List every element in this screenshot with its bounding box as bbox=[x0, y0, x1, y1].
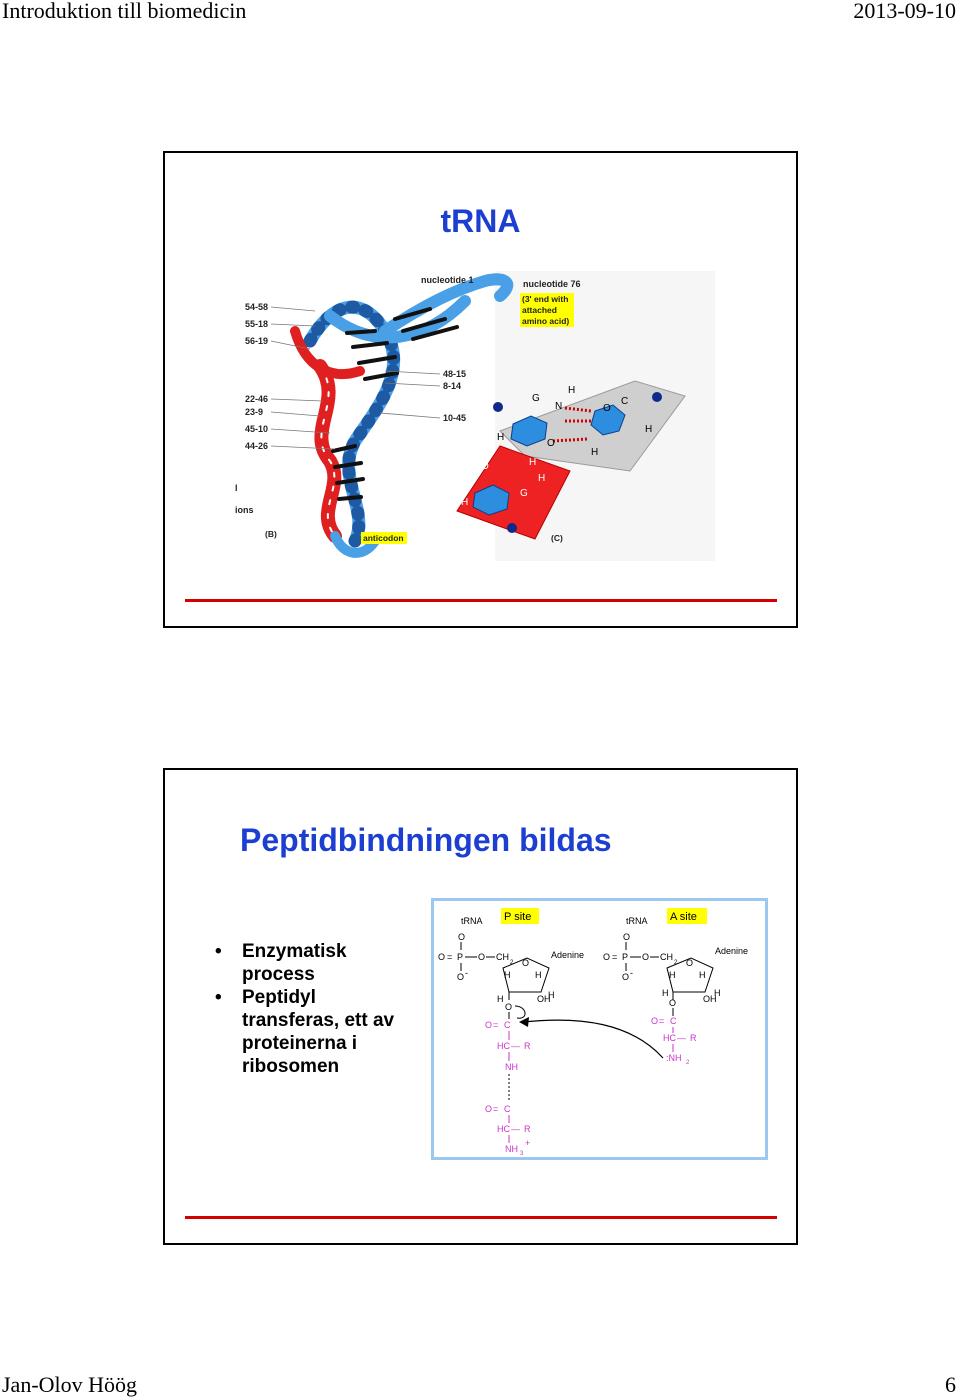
atom-nh2: :NH bbox=[666, 1053, 682, 1063]
p-site-label: P site bbox=[504, 911, 532, 923]
bond-eq: = bbox=[659, 1016, 665, 1026]
bullet-list bbox=[215, 940, 415, 1078]
atom-p: P bbox=[622, 952, 629, 962]
panel-c-label: (C) bbox=[551, 533, 563, 543]
atom-c: C bbox=[670, 1016, 677, 1026]
atom-oh: OH bbox=[537, 994, 551, 1004]
header-date: 2013-09-10 bbox=[853, 0, 956, 23]
subscript: 3 bbox=[520, 1151, 524, 1157]
atom-c: C bbox=[504, 1104, 511, 1114]
atom-h: H bbox=[669, 970, 676, 980]
attached-note: (3' end with bbox=[522, 294, 569, 304]
atom-h: H bbox=[662, 988, 669, 998]
bond-eq: = bbox=[493, 1020, 499, 1030]
p-trna-label: tRNA bbox=[461, 916, 483, 926]
pair-label: 45-10 bbox=[245, 424, 269, 434]
atom-r: R bbox=[524, 1041, 531, 1051]
pair-label: 10-45 bbox=[443, 413, 467, 423]
nucleotide-76-label: nucleotide 76 bbox=[523, 279, 581, 289]
bond-eq: = bbox=[447, 952, 453, 962]
atom-label: O bbox=[547, 438, 555, 449]
slide-title: tRNA bbox=[440, 203, 521, 239]
atom-label: H bbox=[497, 432, 505, 443]
header-course-title: Introduktion till biomedicin bbox=[2, 0, 247, 23]
bullet-dot: • bbox=[215, 941, 222, 962]
atom-o: O bbox=[457, 972, 465, 982]
pair-label: 22-46 bbox=[245, 394, 269, 404]
bullet-item bbox=[215, 986, 415, 1078]
atom-nh: NH bbox=[505, 1062, 518, 1072]
slide-divider bbox=[185, 1216, 777, 1219]
atom-label: H bbox=[529, 457, 537, 468]
cut-label: l bbox=[235, 483, 238, 493]
atom-label: N bbox=[555, 401, 563, 412]
atom-o: O bbox=[522, 958, 530, 968]
atom-o: O bbox=[458, 932, 466, 942]
label-base-c: C bbox=[621, 396, 629, 407]
atom-h: H bbox=[548, 990, 555, 1000]
bullet-line: Peptidyl bbox=[242, 987, 316, 1008]
atom-o: O bbox=[623, 932, 631, 942]
bullet-line: Enzymatisk bbox=[242, 941, 347, 962]
slide-divider bbox=[185, 599, 777, 602]
atom-h: H bbox=[699, 970, 706, 980]
bond: — bbox=[677, 1033, 686, 1043]
bullet-line: process bbox=[242, 964, 315, 985]
atom-hc: HC bbox=[497, 1124, 510, 1134]
atom-p: P bbox=[457, 952, 464, 962]
atom-label: H bbox=[461, 497, 469, 508]
atom-label: O bbox=[481, 461, 489, 472]
atom-h: H bbox=[504, 970, 511, 980]
slide-peptide-bond bbox=[163, 768, 798, 1245]
bond-eq: = bbox=[493, 1104, 499, 1114]
atom-c: C bbox=[504, 1020, 511, 1030]
bullet-dot: • bbox=[215, 987, 222, 1008]
attached-note: amino acid) bbox=[522, 316, 570, 326]
subscript: 2 bbox=[686, 1060, 690, 1066]
atom-o: O bbox=[669, 998, 677, 1008]
attached-note: attached bbox=[522, 305, 557, 315]
atom-o: O bbox=[603, 952, 611, 962]
label-base-g: G bbox=[532, 393, 540, 404]
bullet-line: proteinerna i bbox=[242, 1033, 358, 1054]
bullet-item bbox=[215, 940, 415, 986]
bond: — bbox=[511, 1041, 520, 1051]
subscript: 2 bbox=[674, 960, 678, 966]
atom-o: O bbox=[642, 952, 650, 962]
nucleotide-1-label: nucleotide 1 bbox=[421, 275, 474, 285]
atom-o: O bbox=[485, 1104, 493, 1114]
atom-ch2: CH bbox=[660, 952, 673, 962]
atom-hc: HC bbox=[497, 1041, 510, 1051]
atom-o: O bbox=[622, 972, 630, 982]
adenine-label: Adenine bbox=[551, 950, 585, 960]
anticodon-label: anticodon bbox=[363, 533, 404, 543]
atom-hc: HC bbox=[663, 1033, 676, 1043]
a-trna-label: tRNA bbox=[626, 916, 648, 926]
atom-nh3: NH bbox=[505, 1144, 518, 1154]
pair-label: 8-14 bbox=[443, 381, 462, 391]
atom-o: O bbox=[478, 952, 486, 962]
atom-h: H bbox=[535, 970, 542, 980]
atom-label: H bbox=[538, 473, 546, 484]
pair-label: 23-9 bbox=[245, 407, 264, 417]
label-base-g2: G bbox=[520, 488, 528, 499]
atom-r: R bbox=[524, 1124, 531, 1134]
slide-trna bbox=[163, 151, 798, 628]
adenine-label: Adenine bbox=[715, 946, 749, 956]
atom-o: O bbox=[686, 958, 694, 968]
atom-ch2: CH bbox=[496, 952, 509, 962]
subscript: 2 bbox=[510, 960, 514, 966]
peptidyl-transfer-figure bbox=[431, 898, 768, 1160]
footer-author: Jan-Olov Höög bbox=[2, 1372, 138, 1397]
charge: - bbox=[465, 968, 468, 978]
footer-page-number: 6 bbox=[945, 1372, 956, 1397]
atom-label: H bbox=[591, 447, 599, 458]
slide-title: Peptidbindningen bildas bbox=[240, 822, 612, 858]
atom-oh: OH bbox=[703, 994, 717, 1004]
atom-r: R bbox=[690, 1033, 697, 1043]
pair-label: 56-19 bbox=[245, 336, 269, 346]
pair-label: 48-15 bbox=[443, 369, 467, 379]
pair-label: 55-18 bbox=[245, 319, 269, 329]
bond-eq: = bbox=[612, 952, 618, 962]
atom-o: O bbox=[438, 952, 446, 962]
pair-label: 54-58 bbox=[245, 302, 269, 312]
atom-o: O bbox=[505, 1002, 513, 1012]
pair-label: 44-26 bbox=[245, 441, 269, 451]
atom-o: O bbox=[651, 1016, 659, 1026]
bullet-line: ribosomen bbox=[242, 1056, 340, 1077]
cut-label: ions bbox=[235, 505, 254, 515]
bullet-line: transferas, ett av bbox=[242, 1010, 395, 1031]
trna-structure-figure bbox=[235, 271, 715, 571]
a-site-label: A site bbox=[670, 911, 697, 923]
atom-label: O bbox=[603, 403, 611, 414]
atom-o: O bbox=[485, 1020, 493, 1030]
atom-label: H bbox=[645, 424, 653, 435]
atom-h: H bbox=[497, 994, 504, 1004]
charge: + bbox=[525, 1138, 531, 1148]
atom-h: H bbox=[714, 988, 721, 998]
bond: — bbox=[511, 1124, 520, 1134]
atom-label: H bbox=[568, 385, 576, 396]
charge: - bbox=[630, 968, 633, 978]
panel-b-label: (B) bbox=[265, 529, 277, 539]
